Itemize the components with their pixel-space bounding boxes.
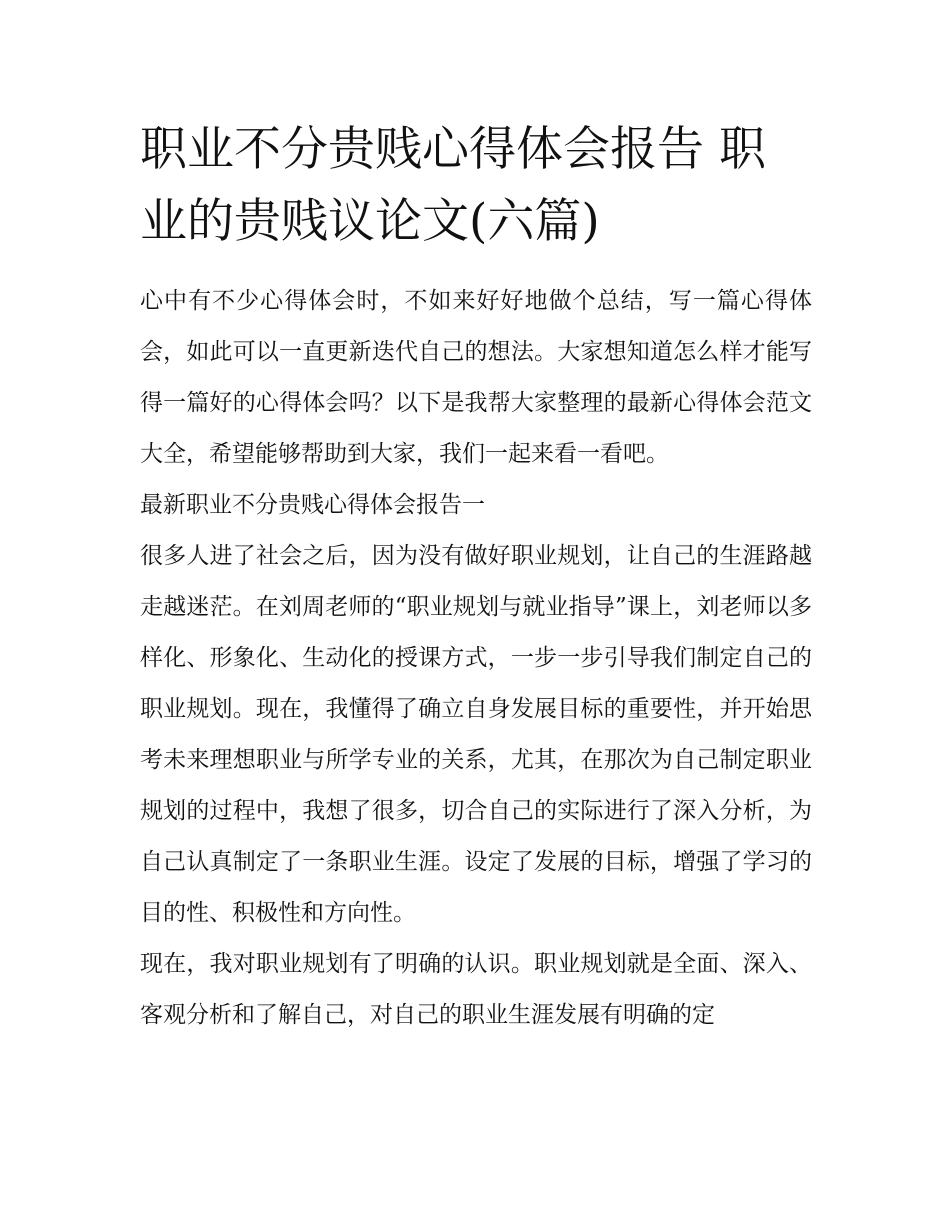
body-paragraph-2: 现在，我对职业规划有了明确的认识。职业规划就是全面、深入、客观分析和了解自己，对自己的职业生涯发展有明确的定	[140, 951, 812, 1028]
body-paragraph-1: 很多人进了社会之后，因为没有做好职业规划，让自己的生涯路越走越迷茫。在刘周老师的“职业规划与就业指导”课上，刘老师以多样化、形象化、生动化的授课方式，一步一步引导我们制定自己的职业规划。现在，我懂得了确立自身发展目标的重要性，并开始思考未来理想职业与所学专业的关系，尤其，在那次为自己制定职业规划的过程中，我想了很多，切合自己的实际进行了深入分析，为自己认真制定了一条职业生涯。设定了发展的目标，增强了学习的目的性、积极性和方向性。	[140, 543, 812, 926]
section-heading: 最新职业不分贵贱心得体会报告一	[140, 492, 485, 518]
document-page	[140, 114, 812, 1041]
document-title: 职业不分贵贱心得体会报告 职业的贵贱议论文(六篇)	[140, 122, 766, 249]
intro-paragraph: 心中有不少心得体会时，不如来好好地做个总结，写一篇心得体会，如此可以一直更新迭代自己的想法。大家想知道怎么样才能写得一篇好的心得体会吗？以下是我帮大家整理的最新心得体会范文大全，希望能够帮助到大家，我们一起来看一看吧。	[140, 288, 812, 467]
